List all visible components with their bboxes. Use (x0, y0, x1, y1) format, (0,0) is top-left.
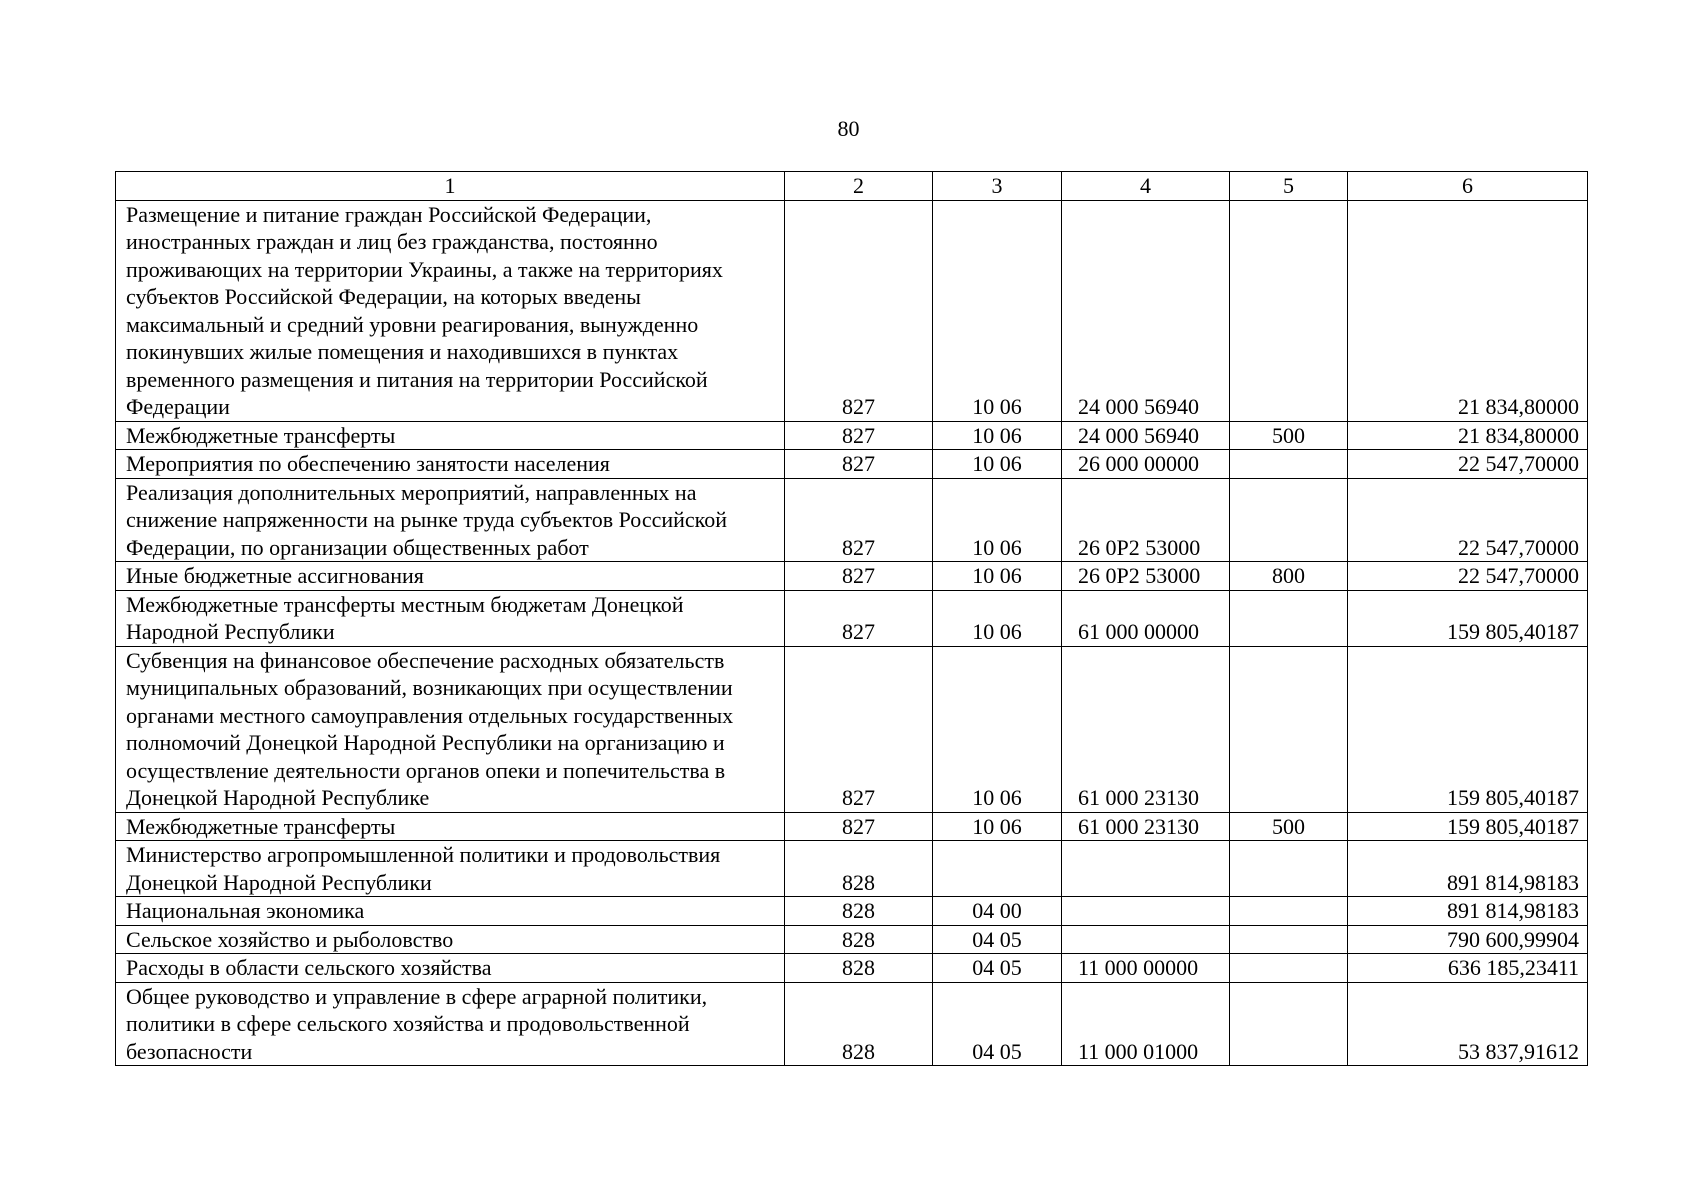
row-name-cell: Межбюджетные трансферты (116, 812, 785, 841)
table-row (116, 841, 1588, 897)
row-expense-kind-cell (1230, 925, 1348, 954)
row-name-cell: Межбюджетные трансферты местным бюджетам Донецкой Народной Республики (116, 590, 785, 646)
row-name-cell: Общее руководство и управление в сфере аграрной политики, политики в сфере сельского хозяйства и продовольственной безопасности (116, 982, 785, 1066)
row-name-cell: Иные бюджетные ассигнования (116, 562, 785, 591)
row-section-cell: 10 06 (933, 812, 1062, 841)
row-target-article-cell (1062, 897, 1230, 926)
budget-table (115, 171, 1588, 1066)
row-section-cell: 10 06 (933, 421, 1062, 450)
row-name-cell: Межбюджетные трансферты (116, 421, 785, 450)
row-gov-code-cell: 827 (785, 421, 933, 450)
row-name-cell: Расходы в области сельского хозяйства (116, 954, 785, 983)
row-target-article-cell (1062, 841, 1230, 897)
column-header: 4 (1062, 172, 1230, 201)
row-section-cell: 10 06 (933, 646, 1062, 812)
row-gov-code-cell: 827 (785, 478, 933, 562)
row-name-cell: Реализация дополнительных мероприятий, направленных на снижение напряженности на рынке труда субъектов Российской Федерации, по организации общественных работ (116, 478, 785, 562)
row-amount-cell: 21 834,80000 (1348, 200, 1588, 421)
row-name-cell: Размещение и питание граждан Российской Федерации, иностранных граждан и лиц без гражданства, постоянно проживающих на территории Украины, а также на территориях субъектов Российской Федерации, на которых введены максимальный и средний уровни реагирования, вынужденно покинувших жилые помещения и находившихся в пунктах временного размещения и питания на территории Российской Федерации (116, 200, 785, 421)
row-section-cell: 04 05 (933, 925, 1062, 954)
row-gov-code-cell: 828 (785, 841, 933, 897)
table-row (116, 812, 1588, 841)
table-row (116, 562, 1588, 591)
row-expense-kind-cell (1230, 590, 1348, 646)
row-gov-code-cell: 827 (785, 646, 933, 812)
row-amount-cell: 790 600,99904 (1348, 925, 1588, 954)
row-target-article-cell: 24 000 56940 (1062, 421, 1230, 450)
row-amount-cell: 159 805,40187 (1348, 646, 1588, 812)
row-section-cell: 04 05 (933, 982, 1062, 1066)
row-gov-code-cell: 828 (785, 954, 933, 983)
row-amount-cell: 22 547,70000 (1348, 450, 1588, 479)
row-expense-kind-cell: 800 (1230, 562, 1348, 591)
row-expense-kind-cell: 500 (1230, 812, 1348, 841)
table-header-row (116, 172, 1588, 201)
row-section-cell: 10 06 (933, 200, 1062, 421)
row-section-cell: 04 00 (933, 897, 1062, 926)
row-target-article-cell: 11 000 00000 (1062, 954, 1230, 983)
row-section-cell: 04 05 (933, 954, 1062, 983)
row-target-article-cell: 61 000 23130 (1062, 646, 1230, 812)
column-header: 1 (116, 172, 785, 201)
table-row (116, 421, 1588, 450)
table-row (116, 646, 1588, 812)
row-target-article-cell: 26 0Р2 53000 (1062, 478, 1230, 562)
table-row (116, 954, 1588, 983)
row-gov-code-cell: 827 (785, 200, 933, 421)
row-section-cell: 10 06 (933, 450, 1062, 479)
row-target-article-cell: 61 000 00000 (1062, 590, 1230, 646)
row-amount-cell: 636 185,23411 (1348, 954, 1588, 983)
row-amount-cell: 22 547,70000 (1348, 562, 1588, 591)
table-row (116, 897, 1588, 926)
row-expense-kind-cell (1230, 841, 1348, 897)
table-row (116, 925, 1588, 954)
row-amount-cell: 159 805,40187 (1348, 812, 1588, 841)
row-gov-code-cell: 827 (785, 590, 933, 646)
row-gov-code-cell: 827 (785, 450, 933, 479)
row-gov-code-cell: 828 (785, 925, 933, 954)
row-section-cell: 10 06 (933, 562, 1062, 591)
table-row (116, 590, 1588, 646)
row-expense-kind-cell (1230, 954, 1348, 983)
row-amount-cell: 159 805,40187 (1348, 590, 1588, 646)
page-number: 80 (837, 116, 860, 141)
row-section-cell (933, 841, 1062, 897)
row-target-article-cell: 11 000 01000 (1062, 982, 1230, 1066)
row-expense-kind-cell (1230, 897, 1348, 926)
row-target-article-cell: 26 0Р2 53000 (1062, 562, 1230, 591)
row-gov-code-cell: 828 (785, 982, 933, 1066)
row-section-cell: 10 06 (933, 590, 1062, 646)
row-target-article-cell: 26 000 00000 (1062, 450, 1230, 479)
row-expense-kind-cell (1230, 478, 1348, 562)
row-name-cell: Министерство агропромышленной политики и продовольствия Донецкой Народной Республики (116, 841, 785, 897)
row-expense-kind-cell (1230, 200, 1348, 421)
row-gov-code-cell: 827 (785, 812, 933, 841)
table-row (116, 200, 1588, 421)
row-amount-cell: 53 837,91612 (1348, 982, 1588, 1066)
row-expense-kind-cell (1230, 982, 1348, 1066)
table-row (116, 478, 1588, 562)
row-amount-cell: 891 814,98183 (1348, 897, 1588, 926)
column-header: 5 (1230, 172, 1348, 201)
table-row (116, 982, 1588, 1066)
row-expense-kind-cell (1230, 450, 1348, 479)
row-amount-cell: 22 547,70000 (1348, 478, 1588, 562)
row-name-cell: Национальная экономика (116, 897, 785, 926)
row-amount-cell: 21 834,80000 (1348, 421, 1588, 450)
table-row (116, 450, 1588, 479)
row-expense-kind-cell (1230, 646, 1348, 812)
row-section-cell: 10 06 (933, 478, 1062, 562)
row-name-cell: Субвенция на финансовое обеспечение расходных обязательств муниципальных образований, возникающих при осуществлении органами местного самоуправления отдельных государственных полномочий Донецкой Народной Республики на организацию и осуществление деятельности органов опеки и попечительства в Донецкой Народной Республике (116, 646, 785, 812)
row-name-cell: Мероприятия по обеспечению занятости населения (116, 450, 785, 479)
column-header: 6 (1348, 172, 1588, 201)
column-header: 2 (785, 172, 933, 201)
row-name-cell: Сельское хозяйство и рыболовство (116, 925, 785, 954)
row-target-article-cell: 61 000 23130 (1062, 812, 1230, 841)
row-target-article-cell: 24 000 56940 (1062, 200, 1230, 421)
row-amount-cell: 891 814,98183 (1348, 841, 1588, 897)
row-target-article-cell (1062, 925, 1230, 954)
column-header: 3 (933, 172, 1062, 201)
row-gov-code-cell: 827 (785, 562, 933, 591)
row-gov-code-cell: 828 (785, 897, 933, 926)
row-expense-kind-cell: 500 (1230, 421, 1348, 450)
